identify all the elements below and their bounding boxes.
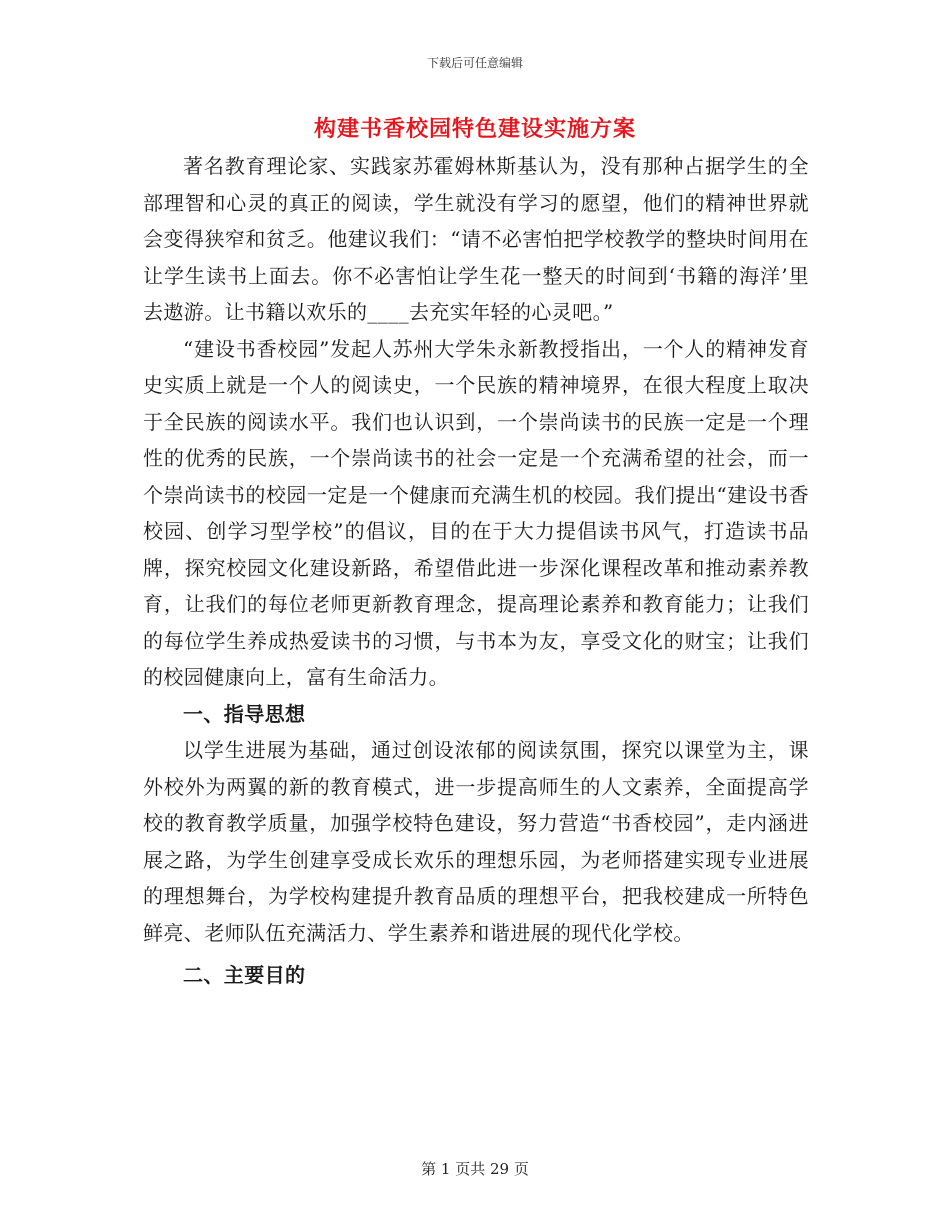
intro-paragraph-1: 著名教育理论家、实践家苏霍姆林斯基认为，没有那种占据学生的全部理智和心灵的真正的阅读，学生就没有学习的愿望，他们的精神世界就会变得狭窄和贫乏。他建议我们：“请不必害怕把学校教学的整块时间用在让学生读书上面去。你不必害怕让学生花一整天的时间到‘书籍的海洋’里去遨游。让书籍以欢乐的____去充实年轻的心灵吧。” [143,154,809,324]
document-body [143,148,809,994]
intro-paragraph-2: “建设书香校园”发起人苏州大学朱永新教授指出，一个人的精神发育史实质上就是一个人的阅读史，一个民族的精神境界，在很大程度上取决于全民族的阅读水平。我们也认识到，一个崇尚读书的民族一定是一个理性的优秀的民族，一个崇尚读书的社会一定是一个充满希望的社会，而一个崇尚读书的校园一定是一个健康而充满生机的校园。我们提出“建设书香校园、创学习型学校”的倡议，目的在于大力提倡读书风气，打造读书品牌，探究校园文化建设新路，希望借此进一步深化课程改革和推动素养教育，让我们的每位老师更新教育理念，提高理论素养和教育能力；让我们的每位学生养成热爱读书的习惯，与书本为友，享受文化的财宝；让我们的校园健康向上，富有生命活力。 [143,336,809,689]
page-footer-pagination: 第 1 页共 29 页 [421,1160,529,1178]
document-title: 构建书香校园特色建设实施方案 [313,116,636,142]
section-heading-guiding-ideology: 一、指导思想 [183,701,306,726]
page-header-note: 下载后可任意编辑 [426,56,523,70]
section-paragraph-guiding-ideology: 以学生进展为基础，通过创设浓郁的阅读氛围，探究以课堂为主，课外校外为两翼的新的教育模式，进一步提高师生的人文素养，全面提高学校的教育教学质量，加强学校特色建设，努力营造“书香校园”，走内涵进展之路，为学生创建享受成长欢乐的理想乐园，为老师搭建实现专业进展的理想舞台，为学校构建提升教育品质的理想平台，把我校建成一所特色鲜亮、老师队伍充满活力、学生素养和谐进展的现代化学校。 [143,738,809,945]
section-heading-main-goals: 二、主要目的 [183,963,306,987]
